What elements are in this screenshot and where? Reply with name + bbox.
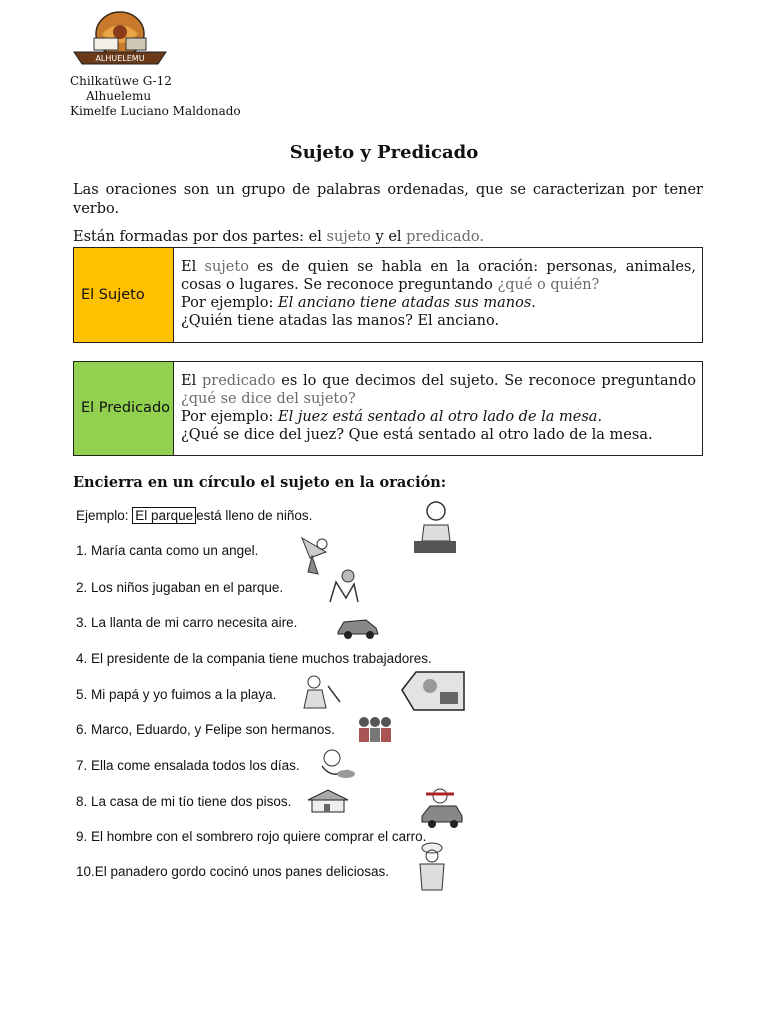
sujeto-definition-box (73, 247, 703, 343)
circled-subject: El parque (132, 507, 196, 524)
exercise-item: 7. Ella come ensalada todos los días. (76, 758, 300, 773)
exercise-item: 10.El panadero gordo cocinó unos panes deliciosas. (76, 864, 389, 879)
exercise-item: 4. El presidente de la compania tiene muchos trabajadores. (76, 651, 432, 666)
man-in-car-illustration (420, 786, 464, 830)
exercise-item: 1. María canta como un angel. (76, 543, 259, 558)
school-line: Alhuelemu (86, 89, 152, 103)
predicado-label: El Predicado (74, 362, 174, 455)
exercise-item: 6. Marco, Eduardo, y Felipe son hermanos. (76, 722, 335, 737)
intro-parts-sentence: Están formadas por dos partes: el sujeto y el predicado. (73, 229, 485, 245)
sujeto-label: El Sujeto (74, 248, 174, 342)
exercise-item: 8. La casa de mi tío tiene dos pisos. (76, 794, 292, 809)
brothers-illustration (356, 714, 392, 744)
predicado-definition-box (73, 361, 703, 456)
school-logo (70, 8, 170, 70)
exercise-item: 9. El hombre con el sombrero rojo quiere comprar el carro. (76, 829, 427, 844)
house-illustration (306, 788, 350, 814)
predicado-definition-text: El predicado es lo que decimos del sujeto. Se reconoce preguntando ¿qué se dice del sujeto? Por ejemplo: El juez está sentado al otro lado de la mesa. ¿Qué se dice del juez? Que está sentado al otro lado de la mesa. (181, 373, 696, 443)
girl-eating-illustration (316, 746, 356, 782)
children-playing-illustration (326, 568, 360, 606)
example-sentence: Ejemplo: El parque está lleno de niños. (76, 508, 313, 523)
page-title: Sujeto y Predicado (289, 142, 479, 163)
beach-trip-illustration (300, 672, 342, 712)
exercise-item: 3. La llanta de mi carro necesita aire. (76, 615, 298, 630)
school-info (70, 74, 241, 119)
exercise-item: 2. Los niños jugaban en el parque. (76, 580, 284, 595)
school-line: Chilkatüwe G-12 (70, 74, 172, 88)
car-illustration (336, 612, 380, 640)
intro-paragraph: Las oraciones son un grupo de palabras ordenadas, que se caracterizan por tener verbo. (73, 182, 703, 217)
keyword-predicado: predicado. (406, 229, 485, 245)
svg-text:ALHUELEMU: ALHUELEMU (95, 54, 145, 63)
beach-scene-illustration (400, 668, 466, 714)
exercise-item: 5. Mi papá y yo fuimos a la playa. (76, 687, 277, 702)
keyword-sujeto: sujeto (326, 229, 371, 245)
sujeto-definition-text: El sujeto es de quien se habla en la oración: personas, animales, cosas o lugares. Se reconoce preguntando ¿qué o quién? Por ejemplo: El anciano tiene atadas sus manos. ¿Quién tiene atadas las manos? El anciano. (181, 259, 696, 329)
baker-illustration (416, 842, 448, 892)
school-line: Kimelfe Luciano Maldonado (70, 104, 241, 118)
exercise-instruction: Encierra en un círculo el sujeto en la oración: (73, 474, 447, 491)
child-reading-illustration (410, 497, 460, 555)
